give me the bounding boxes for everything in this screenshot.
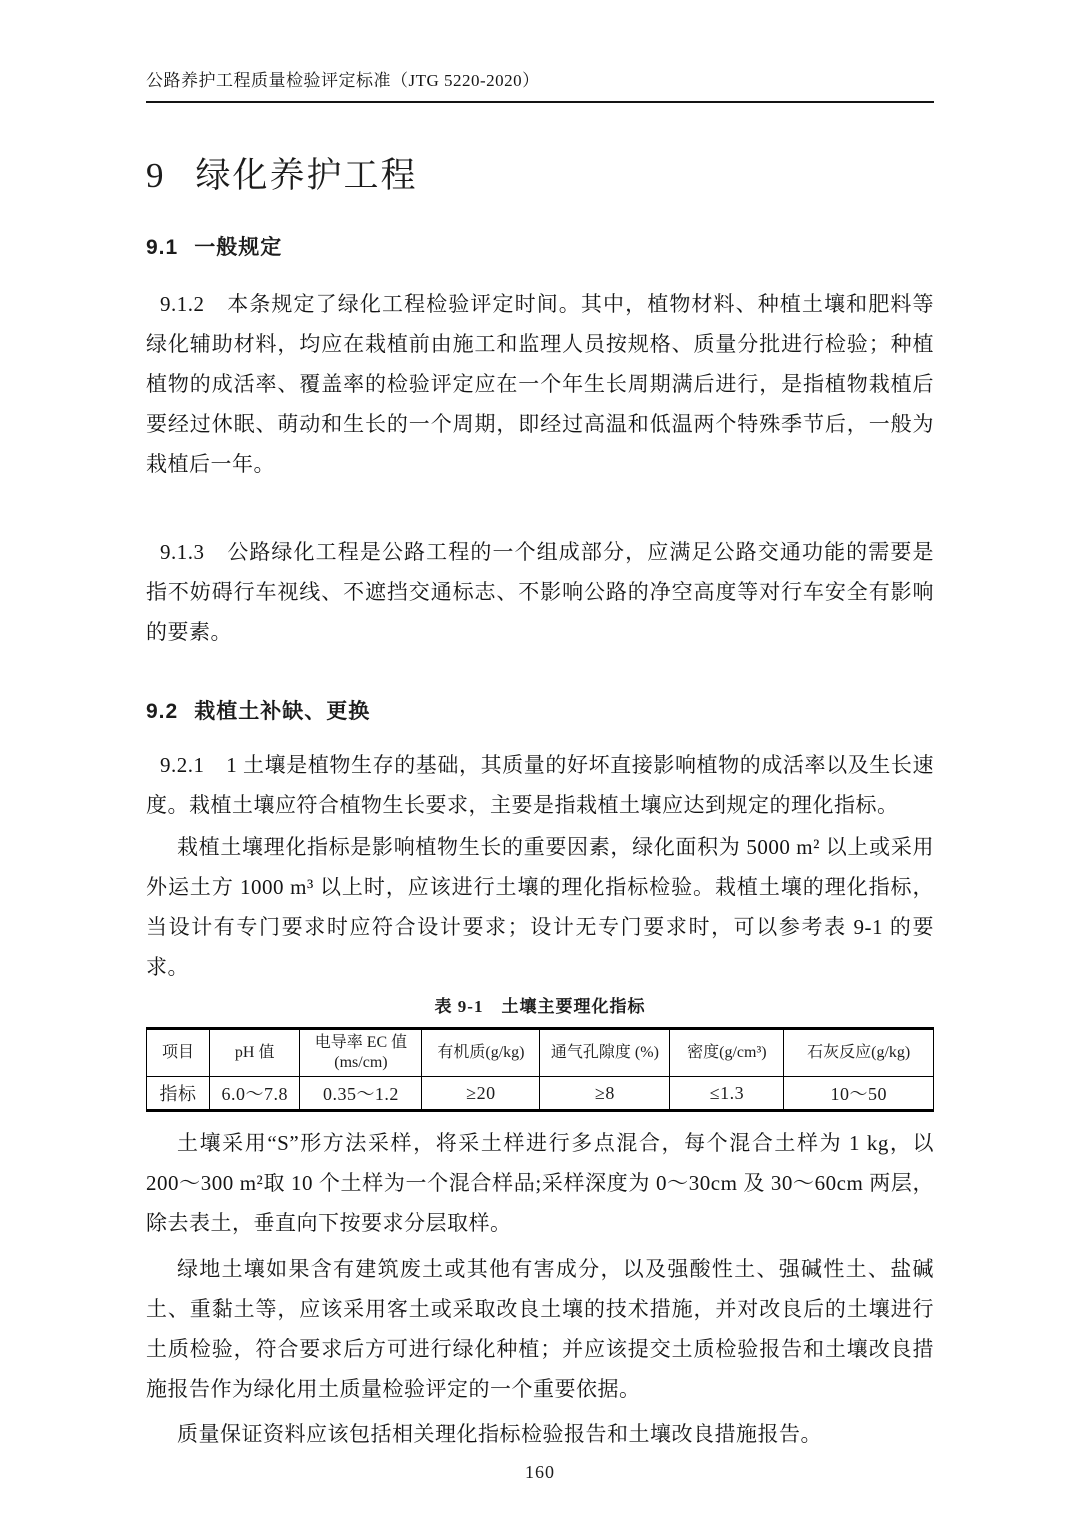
table-header-ph: pH 值: [209, 1029, 300, 1077]
table-header-ec: 电导率 EC 值 (ms/cm): [300, 1029, 422, 1077]
table-cell-porosity: ≥8: [540, 1077, 670, 1111]
table-header-porosity: 通气孔隙度 (%): [540, 1029, 670, 1077]
section-9-1-number: 9.1: [146, 236, 179, 259]
table-header-organic: 有机质(g/kg): [422, 1029, 540, 1077]
table-header-density: 密度(g/cm³): [670, 1029, 784, 1077]
paragraph-soil-improvement: 绿地土壤如果含有建筑废土或其他有害成分，以及强酸性土、强碱性土、盐碱土、重黏土等，应该采用客土或采取改良土壤的技术措施，并对改良后的土壤进行土质检验，符合要求后方可进行绿化种植；并应该提交土质检验报告和土壤改良措施报告作为绿化用土质量检验评定的一个重要依据。: [146, 1257, 934, 1401]
table-cell-ec: 0.35～1.2: [300, 1077, 422, 1111]
paragraph-9-1-2: 9.1.2 本条规定了绿化工程检验评定时间。其中，植物材料、种植土壤和肥料等绿化辅助材料，均应在栽植前由施工和监理人员按规格、质量分批进行检验；种植植物的成活率、覆盖率的检验评定应在一个年生长周期满后进行，是指植物栽植后要经过休眠、萌动和生长的一个周期，即经过高温和低温两个特殊季节后，一般为栽植后一年。: [146, 292, 934, 476]
table-cell-row-label: 指标: [147, 1077, 210, 1111]
table-header-row: [147, 1029, 934, 1077]
chapter-title: [146, 153, 934, 199]
paragraph-9-1-3: 9.1.3 公路绿化工程是公路工程的一个组成部分，应满足公路交通功能的需要是指不妨碍行车视线、不遮挡交通标志、不影响公路的净空高度等对行车安全有影响的要素。: [146, 540, 934, 644]
section-9-2-title: 栽植土补缺、更换: [194, 700, 371, 723]
running-header-title: 公路养护工程质量检验评定标准（JTG 5220-2020）: [146, 71, 540, 90]
table-cell-organic: ≥20: [422, 1077, 540, 1111]
table-9-1: [146, 1027, 934, 1112]
table-cell-ph: 6.0～7.8: [209, 1077, 300, 1111]
chapter-number: 9: [146, 156, 166, 195]
section-heading-9-1: [146, 234, 934, 261]
table-header-lime: 石灰反应(g/kg): [784, 1029, 934, 1077]
table-cell-lime: 10～50: [784, 1077, 934, 1111]
paragraph-9-2-1: 9.2.1 1 土壤是植物生存的基础，其质量的好坏直接影响植物的成活率以及生长速度。栽植土壤应符合植物生长要求，主要是指栽植土壤应达到规定的理化指标。: [146, 753, 934, 817]
table-header-item: 项目: [147, 1029, 210, 1077]
header-rule: [146, 101, 934, 103]
chapter-name: 绿化养护工程: [195, 156, 418, 195]
section-heading-9-2: [146, 698, 934, 725]
table-row: [147, 1077, 934, 1111]
section-9-1-title: 一般规定: [194, 236, 283, 259]
section-9-2-number: 9.2: [146, 700, 179, 723]
paragraph-soil-indicators: 栽植土壤理化指标是影响植物生长的重要因素，绿化面积为 5000 m² 以上或采用外运土方 1000 m³ 以上时，应该进行土壤的理化指标检验。栽植土壤的理化指标，当设计有专门要求时应符合设计要求；设计无专门要求时，可以参考表 9-1 的要求。: [146, 835, 934, 979]
paragraph-quality-assurance: 质量保证资料应该包括相关理化指标检验报告和土壤改良措施报告。: [177, 1422, 822, 1446]
table-9-1-caption: 表 9-1 土壤主要理化指标: [434, 997, 646, 1016]
paragraph-sampling-method: 土壤采用“S”形方法采样，将采土样进行多点混合，每个混合土样为 1 kg，以 200～300 m²取 10 个土样为一个混合样品;采样深度为 0～30cm 及 30～60cm 两层，除去表土，垂直向下按要求分层取样。: [146, 1131, 934, 1235]
table-cell-density: ≤1.3: [670, 1077, 784, 1111]
page-number: 160: [525, 1462, 555, 1482]
